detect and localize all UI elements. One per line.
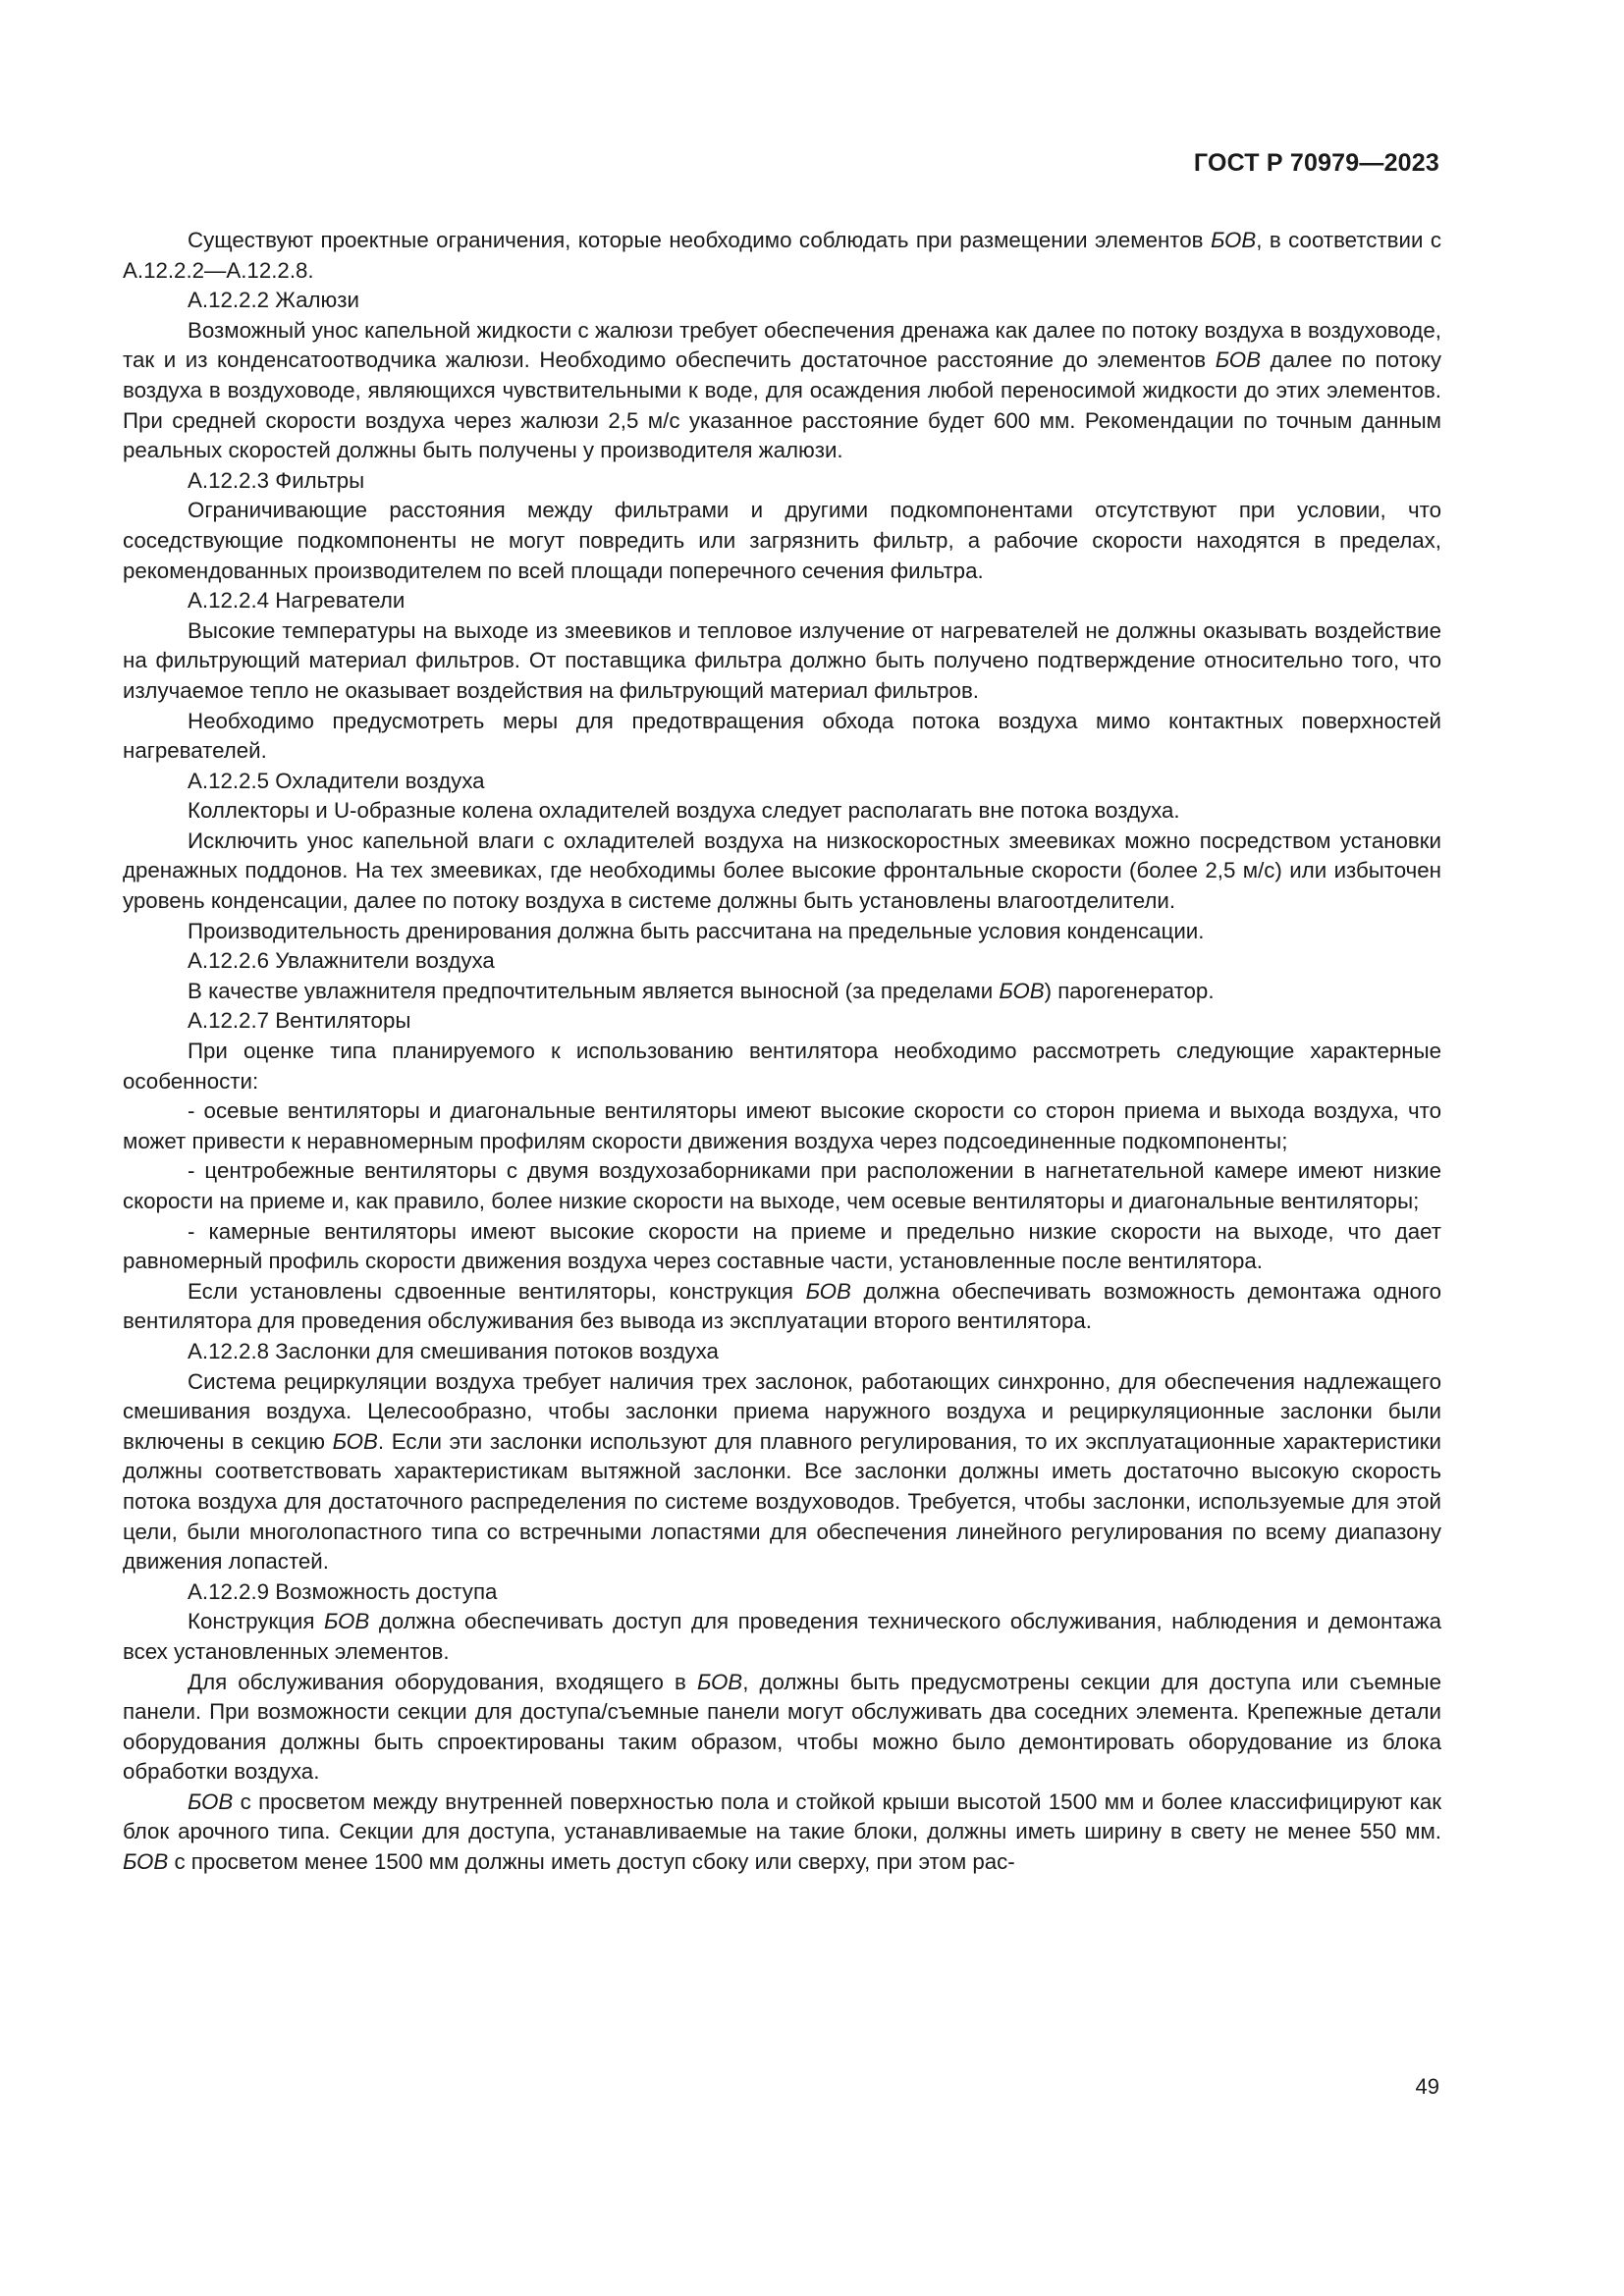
section-heading: А.12.2.9 Возможность доступа: [188, 1578, 498, 1604]
section-heading: А.12.2.4 Нагреватели: [188, 588, 406, 614]
paragraph: Система рециркуляции воздуха требует наличия трех заслонок, работающих синхронно, для обеспечения надлежащего смешивания воздуха. Целесообразно, чтобы заслонки приема наружного воздуха и рециркуляционные заслонки были включены в секцию БОВ. Если эти заслонки используют для плавного регулирования, то их эксплуатационные характеристики должны соответствовать характеристикам вытяжной заслонки. Все заслонки должны иметь достаточно высокую скорость потока воздуха для достаточного распределения по системе воздуховодов. Требуется, чтобы заслонки, используемые для этой цели, были многолопастного типа со встречными лопастями для обеспечения линейного регулирования по всему диапазону движения лопастей.: [123, 1368, 1441, 1575]
paragraph: Необходимо предусмотреть меры для предотвращения обхода потока воздуха мимо контактных поверхностей нагревателей.: [123, 708, 1441, 764]
list-item: - камерные вентиляторы имеют высокие скорости на приеме и предельно низкие скорости на выходе, что дает равномерный профиль скорости движения воздуха через составные части, установленные после вентилятора.: [123, 1218, 1441, 1274]
section-heading: А.12.2.2 Жалюзи: [188, 288, 359, 313]
paragraph: БОВ с просветом между внутренней поверхностью пола и стойкой крыши высотой 1500 мм и более классифицируют как блок арочного типа. Секции для доступа, устанавливаемые на такие блоки, должны иметь ширину в свету не менее 550 мм. БОВ с просветом менее 1500 мм должны иметь доступ сбоку или сверху, при этом рас-: [123, 1789, 1441, 1875]
paragraph: Ограничивающие расстояния между фильтрами и другими подкомпонентами отсутствуют при условии, что соседствующие подкомпоненты не могут повредить или загрязнить фильтр, а рабочие скорости находятся в пределах, рекомендованных производителем по всей площади поперечного сечения фильтра.: [123, 498, 1441, 583]
paragraph: При оценке типа планируемого к использованию вентилятора необходимо рассмотреть следующие характерные особенности:: [123, 1039, 1441, 1094]
paragraph: Высокие температуры на выходе из змеевиков и тепловое излучение от нагревателей не должны оказывать воздействие на фильтрующий материал фильтров. От поставщика фильтра должно быть получено подтверждение относительно того, что излучаемое тепло не оказывает воздействия на фильтрующий материал фильтров.: [123, 617, 1441, 703]
section-heading: А.12.2.5 Охладители воздуха: [188, 768, 485, 793]
page-number: 49: [1415, 2074, 1439, 2099]
paragraph: Если установлены сдвоенные вентиляторы, конструкция БОВ должна обеспечивать возможность демонтажа одного вентилятора для проведения обслуживания без вывода из эксплуатации второго вентилятора.: [123, 1278, 1441, 1334]
paragraph: Исключить унос капельной влаги с охладителей воздуха на низкоскоростных змеевиках можно посредством установки дренажных поддонов. На тех змеевиках, где необходимы более высокие фронтальные скорости (более 2,5 м/с) или избыточен уровень конденсации, далее по потоку воздуха в системе должны быть установлены влагоотделители.: [123, 828, 1441, 914]
paragraph: Возможный унос капельной жидкости с жалюзи требует обеспечения дренажа как далее по потоку воздуха в воздуховоде, так и из конденсатоотводчика жалюзи. Необходимо обеспечить достаточное расстояние до элементов БОВ далее по потоку воздуха в воздуховоде, являющихся чувствительными к воде, для осаждения любой переносимой жидкости до этих элементов. При средней скорости воздуха через жалюзи 2,5 м/с указанное расстояние будет 600 мм. Рекомендации по точным данным реальных скоростей должны быть получены у производителя жалюзи.: [123, 317, 1441, 463]
paragraph: В качестве увлажнителя предпочтительным является выносной (за пределами БОВ) парогенератор.: [188, 978, 1215, 1003]
section-heading: А.12.2.3 Фильтры: [188, 467, 365, 493]
document-body: [123, 226, 1441, 1878]
paragraph: Существуют проектные ограничения, которые необходимо соблюдать при размещении элементов БОВ, в соответствии с А.12.2.2—А.12.2.8.: [123, 228, 1441, 283]
list-item: - центробежные вентиляторы с двумя воздухозаборниками при расположении в нагнетательной камере имеют низкие скорости на приеме и, как правило, более низкие скорости на выходе, чем осевые вентиляторы и диагональные вентиляторы;: [123, 1158, 1441, 1213]
section-heading: А.12.2.6 Увлажнители воздуха: [188, 948, 495, 974]
paragraph: Конструкция БОВ должна обеспечивать доступ для проведения технического обслуживания, наблюдения и демонтажа всех установленных элементов.: [123, 1609, 1441, 1664]
section-heading: А.12.2.8 Заслонки для смешивания потоков воздуха: [188, 1338, 719, 1363]
paragraph: Для обслуживания оборудования, входящего в БОВ, должны быть предусмотрены секции для доступа или съемные панели. При возможности секции для доступа/съемные панели могут обслуживать два соседних элемента. Крепежные детали оборудования должны быть спроектированы таким образом, чтобы можно было демонтировать оборудование из блока обработки воздуха.: [123, 1669, 1441, 1785]
paragraph: Производительность дренирования должна быть рассчитана на предельные условия конденсации.: [188, 918, 1205, 943]
paragraph: Коллекторы и U-образные колена охладителей воздуха следует располагать вне потока воздуха.: [188, 798, 1180, 824]
section-heading: А.12.2.7 Вентиляторы: [188, 1008, 411, 1034]
list-item: - осевые вентиляторы и диагональные вентиляторы имеют высокие скорости со сторон приема и выхода воздуха, что может привести к неравномерным профилям скорости движения воздуха через подсоединенные подкомпоненты;: [123, 1098, 1441, 1153]
document-header: ГОСТ Р 70979—2023: [1193, 149, 1439, 177]
